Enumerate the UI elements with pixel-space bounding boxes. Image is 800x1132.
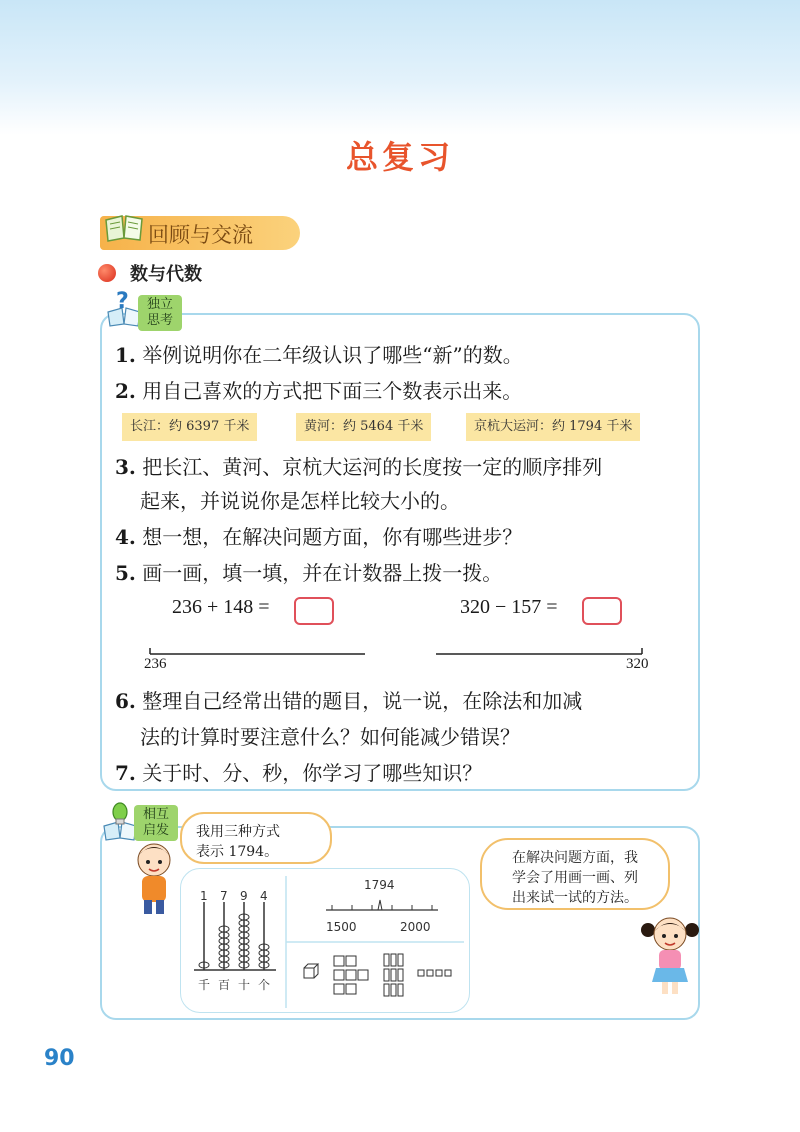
- question-number: 2.: [115, 379, 136, 403]
- question-6: [115, 686, 582, 716]
- abacus-digit-thousands: 1: [200, 889, 208, 903]
- abacus-place-thousands: 千: [198, 978, 211, 992]
- inspire-tag: [134, 805, 178, 841]
- question-text: 举例说明你在二年级认识了哪些“新”的数。: [142, 343, 523, 367]
- question-text: 整理自己经常出错的题目，说一说，在除法和加减: [142, 689, 583, 713]
- question-3-continued: 起来，并说说你是怎样比较大小的。: [140, 489, 460, 513]
- think-alone-tag: [138, 295, 182, 331]
- handwritten-line-value: 1794: [364, 878, 395, 892]
- expression-left: 236 + 148 =: [172, 596, 270, 618]
- question-5: [115, 558, 502, 588]
- section-banner-label: 回顾与交流: [148, 223, 253, 247]
- question-2: [115, 376, 522, 406]
- red-dot-icon: [98, 264, 116, 282]
- number-line-left-label: 236: [144, 656, 167, 672]
- question-text: 把长江、黄河、京杭大运河的长度按一定的顺序排列: [142, 455, 603, 479]
- question-text: 关于时、分、秒，你学习了哪些知识？: [142, 761, 483, 785]
- answer-box-left[interactable]: [294, 597, 334, 625]
- bubble-line: 我用三种方式: [196, 824, 280, 840]
- svg-text:?: ?: [116, 289, 129, 314]
- boy-speech-bubble: [180, 812, 332, 864]
- girl-illustration: [640, 912, 700, 996]
- page-title: 总复习: [345, 138, 454, 176]
- abacus-place-tens: 十: [238, 978, 251, 992]
- river-chip-grand-canal: 京杭大运河：约 1794 千米: [466, 413, 640, 441]
- question-1: [115, 340, 523, 370]
- base-ten-blocks-drawing: [300, 950, 466, 1002]
- top-sky-band: [0, 0, 800, 135]
- question-3: [115, 452, 602, 482]
- abacus-digit-ones: 4: [260, 889, 268, 903]
- river-chip-changjiang: 长江：约 6397 千米: [122, 413, 257, 441]
- handwritten-line-right: 2000: [400, 920, 431, 934]
- bubble-line: 表示 1794。: [196, 844, 279, 860]
- question-number: 4.: [115, 525, 136, 549]
- number-line-right-label: 320: [626, 656, 649, 672]
- question-4: [115, 522, 522, 552]
- tag-line: 启发: [142, 823, 169, 838]
- question-text: 画一画，填一填，并在计数器上拨一拨。: [142, 561, 503, 585]
- handwritten-number-line: [322, 896, 442, 920]
- boy-illustration: [128, 838, 180, 918]
- question-number: 6.: [115, 689, 136, 713]
- bubble-line: 学会了用画一画、列: [512, 870, 638, 886]
- question-text: 用自己喜欢的方式把下面三个数表示出来。: [142, 379, 523, 403]
- bubble-line: 出来试一试的方法。: [512, 890, 638, 906]
- girl-speech-bubble: [480, 838, 670, 910]
- page-number: 90: [44, 1046, 75, 1071]
- number-line-right[interactable]: [432, 644, 652, 660]
- abacus-place-hundreds: 百: [218, 978, 231, 992]
- handwritten-line-left: 1500: [326, 920, 357, 934]
- number-line-left[interactable]: [140, 644, 370, 660]
- question-text: 想一想，在解决问题方面，你有哪些进步？: [142, 525, 523, 549]
- tag-line: 思考: [146, 313, 173, 328]
- question-number: 3.: [115, 455, 136, 479]
- abacus-digit-hundreds: 7: [220, 889, 228, 903]
- question-number: 7.: [115, 761, 136, 785]
- abacus-place-ones: 个: [258, 978, 271, 992]
- river-chip-huanghe: 黄河：约 5464 千米: [296, 413, 431, 441]
- expression-right: 320 − 157 =: [460, 596, 558, 618]
- tag-line: 独立: [146, 297, 173, 312]
- answer-box-right[interactable]: [582, 597, 622, 625]
- bubble-line: 在解决问题方面，我: [512, 850, 638, 866]
- question-7: [115, 758, 482, 788]
- tag-line: 相互: [142, 807, 169, 822]
- question-number: 1.: [115, 343, 136, 367]
- question-6-continued: 法的计算时要注意什么？如何能减少错误？: [140, 725, 520, 749]
- subsection-heading: [98, 260, 202, 286]
- abacus-digit-tens: 9: [240, 889, 248, 903]
- subsection-label: 数与代数: [130, 264, 202, 285]
- question-number: 5.: [115, 561, 136, 585]
- open-book-icon: [104, 214, 144, 242]
